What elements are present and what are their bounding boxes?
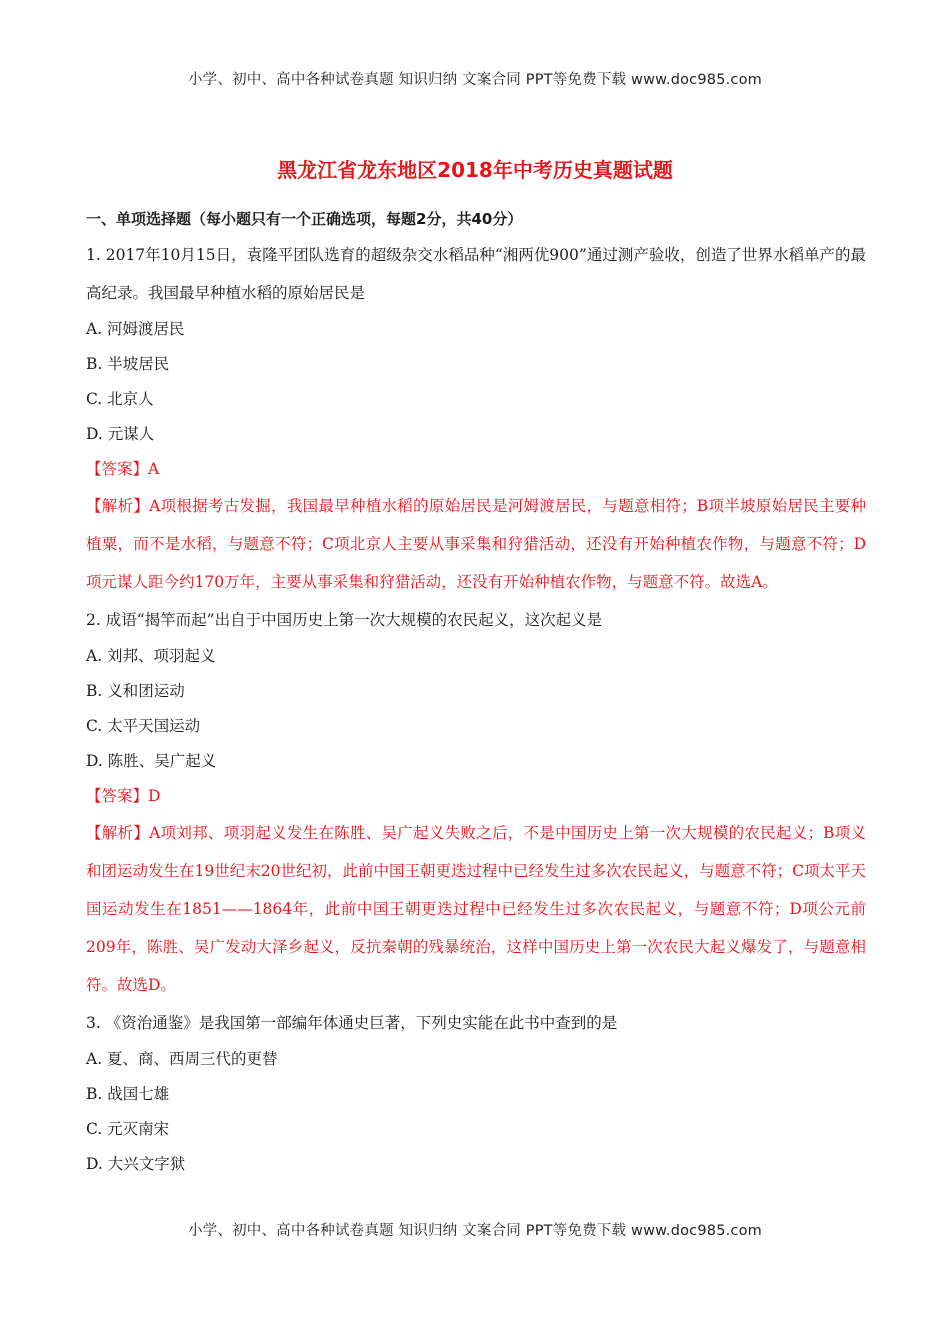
question-1 [86,236,866,601]
page-title: 黑龙江省龙东地区2018年中考历史真题试题 [277,158,673,182]
option-d: D. 元谋人 [86,425,155,443]
analysis-text: A项刘邦、项羽起义发生在陈胜、吴广起义失败之后，不是中国历史上第一次大规模的农民起义；B项义和团运动发生在19世纪末20世纪初，此前中国王朝更迭过程中已经发生过多次农民起义，与题意不符；C项太平天国运动发生在1851——1864年，此前中国王朝更迭过程中已经发生过多次农民起义，与题意不符；D项公元前209年，陈胜、吴广发动大泽乡起义，反抗秦朝的残暴统治，这样中国历史上第一次农民大起义爆发了，与题意相符。故选D。 [86,824,866,994]
question-2 [86,601,866,1004]
exam-content [86,204,866,1182]
option-c: C. 太平天国运动 [86,717,201,735]
option-b: B. 战国七雄 [86,1085,170,1103]
option-a: A. 夏、商、西周三代的更替 [86,1050,278,1068]
question-3 [86,1004,866,1182]
option-c: C. 元灭南宋 [86,1120,170,1138]
page-header: 小学、初中、高中各种试卷真题 知识归纳 文案合同 PPT等免费下载 www.doc985.com [187,72,763,88]
analysis-tag: 【解析】 [86,824,150,842]
answer-tag: 【答案】 [86,787,149,805]
section-heading: 一、单项选择题（每小题只有一个正确选项，每题2分，共40分） [86,210,523,228]
answer-tag: 【答案】 [86,460,149,478]
option-c: C. 北京人 [86,390,154,408]
option-d: D. 大兴文字狱 [86,1155,186,1173]
page-footer: 小学、初中、高中各种试卷真题 知识归纳 文案合同 PPT等免费下载 www.doc985.com [187,1223,763,1239]
analysis-line [86,814,866,1004]
answer-line [86,779,866,814]
analysis-tag: 【解析】 [86,497,150,515]
answer-line [86,452,866,487]
option-b: B. 半坡居民 [86,355,170,373]
answer-value: A [148,460,160,478]
question-stem: 2. 成语“揭竿而起”出自于中国历史上第一次大规模的农民起义，这次起义是 [86,611,603,629]
question-stem: 1. 2017年10月15日，袁隆平团队选育的超级杂交水稻品种“湘两优900”通过测产验收，创造了世界水稻单产的最高纪录。我国最早种植水稻的原始居民是 [86,246,866,302]
option-a: A. 刘邦、项羽起义 [86,647,216,665]
question-stem: 3. 《资治通鉴》是我国第一部编年体通史巨著，下列史实能在此书中查到的是 [86,1014,618,1032]
option-a: A. 河姆渡居民 [86,320,185,338]
analysis-text: A项根据考古发掘，我国最早种植水稻的原始居民是河姆渡居民，与题意相符；B项半坡原始居民主要种植粟，而不是水稻，与题意不符；C项北京人主要从事采集和狩猎活动，还没有开始种植农作物，与题意不符；D项元谋人距今约170万年，主要从事采集和狩猎活动，还没有开始种植农作物，与题意不符。故选A。 [86,497,866,591]
option-d: D. 陈胜、吴广起义 [86,752,217,770]
answer-value: D [148,787,161,805]
option-b: B. 义和团运动 [86,682,185,700]
analysis-line [86,487,866,601]
